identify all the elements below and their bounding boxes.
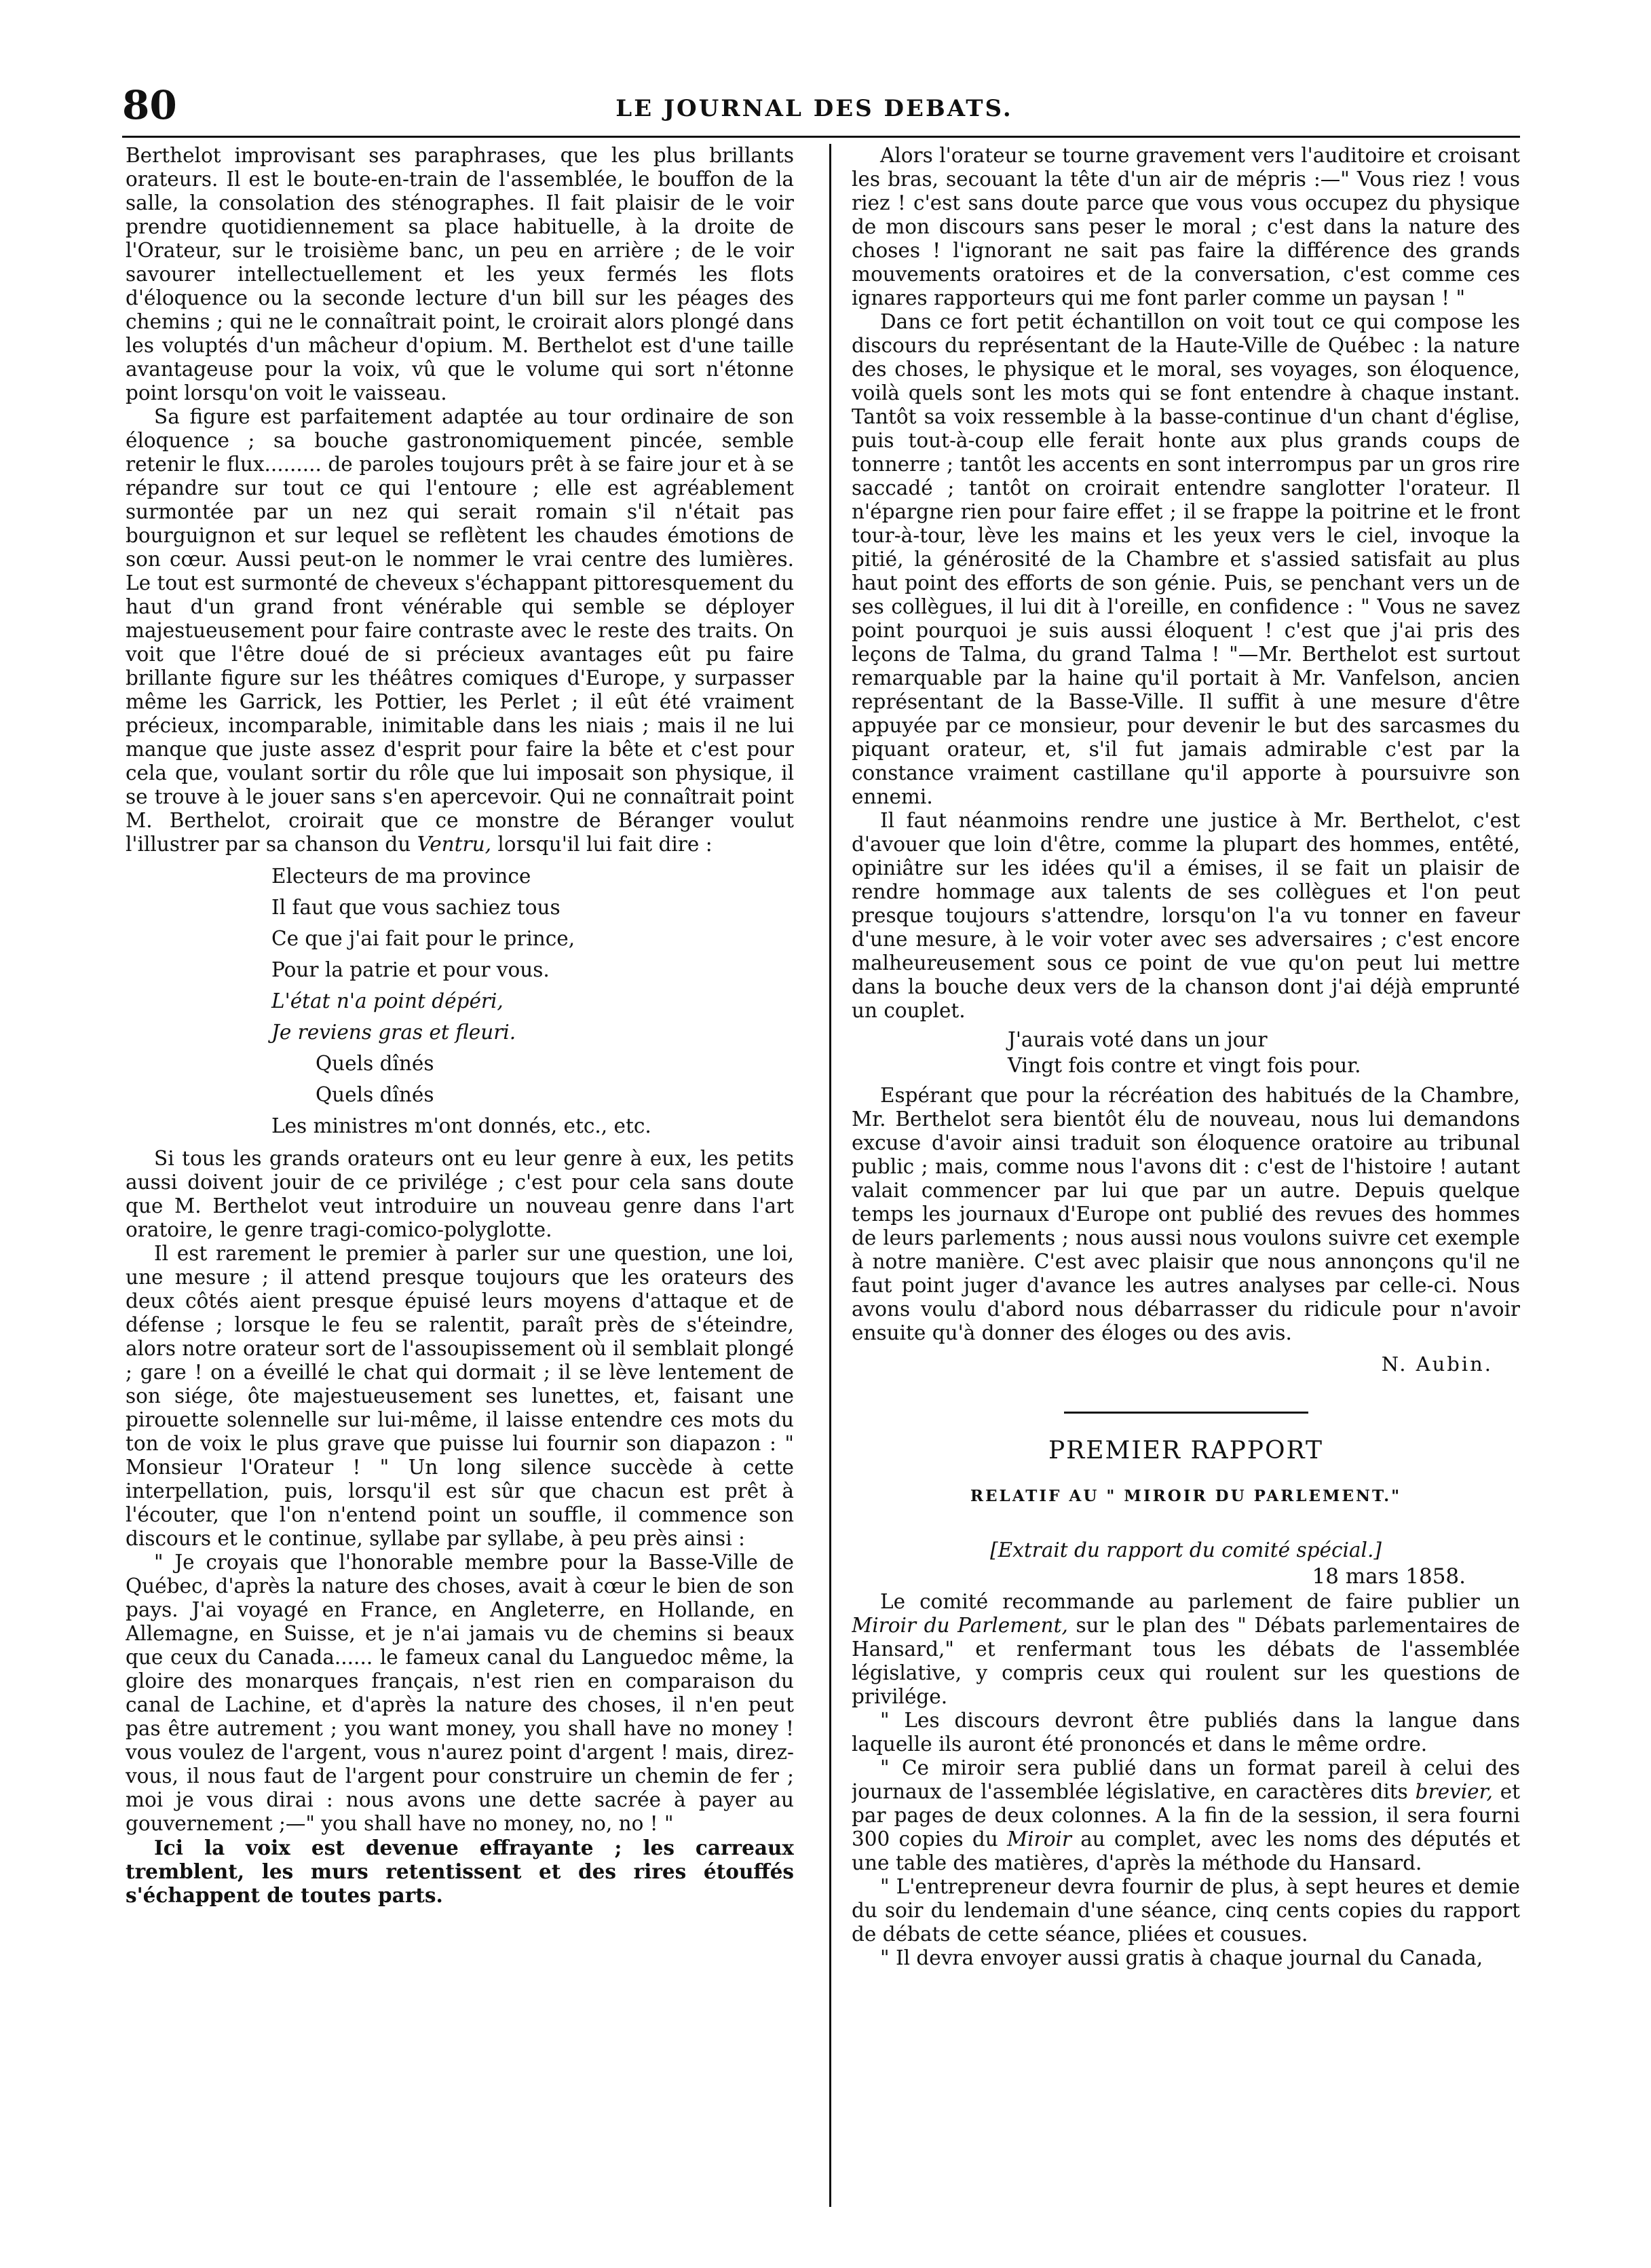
paragraph bbox=[852, 1590, 1520, 1709]
page-number: 80 bbox=[122, 82, 177, 128]
paragraph: Espérant que pour la récréation des habitués de la Chambre, Mr. Berthelot sera bientôt élu de nouveau, nous lui demandons excuse d'avoir ainsi traduit son éloquence oratoire au tribunal public ; mais, comme nous l'avons dit : c'est de l'histoire ! autant valait commencer par lui que par un autre. Depuis quelque temps les journaux d'Europe ont publié des revues des hommes de leurs parlements ; nous aussi nous voulons suivre cet exemple à notre manière. C'est avec plaisir que nous annonçons qu'il ne faut point juger d'avance les autres analyses par celle-ci. Nous avons voulu d'abord nous débarrasser du ridicule pour n'avoir ensuite qu'à donner des éloges ou des avis. bbox=[852, 1084, 1520, 1344]
extract-note: [Extrait du rapport du comité spécial.] bbox=[990, 1538, 1382, 1562]
paragraph-text: " Ce miroir sera publié dans un format pareil à celui des journaux de l'assemblée législative, en caractères dits bbox=[852, 1756, 1520, 1803]
verse-line: Pour la patrie et pour vous. bbox=[271, 958, 550, 981]
verse-line: Ce que j'ai fait pour le prince, bbox=[271, 927, 575, 950]
paragraph-text: Sa figure est parfaitement adaptée au tour ordinaire de son éloquence ; sa bouche gastronomiquement pincée, semble retenir le flux......... de paroles toujours prêt à se faire jour et à se répandre sur tout ce qui l'entoure ; elle est agréablement surmontée par un nez qui serait romain s'il n'était pas bourguignon et sur lequel se reflètent les chaudes émotions de son cœur. Aussi peut-on le nommer le vrai centre des lumières. Le tout est surmonté de cheveux s'échappant pittoresquement du haut d'un grand front vénérable qui semble se déployer majestueusement pour faire contraste avec le reste des traits. On voit que l'être doué de si précieux avantages eût pu faire brillante figure sur les théâtres comiques d'Europe, y surpasser même les Garrick, les Pottier, les Perlet ; il eût été vraiment précieux, incomparable, inimitable dans les niais ; mais il ne lui manque que juste assez d'esprit pour faire la bête et c'est pour cela que, voulant sortir du rôle que lui imposait son physique, il se trouve à le jouer sans s'en apercevoir. Qui ne connaîtrait point M. Berthelot, croirait que ce monstre de Béranger voulut l'illustrer par sa chanson du bbox=[126, 405, 794, 856]
section-title: PREMIER RAPPORT bbox=[1048, 1437, 1324, 1464]
paragraph: " Je croyais que l'honorable membre pour la Basse-Ville de Québec, d'après la nature des choses, avait à cœur le bien de son pays. J'ai voyagé en France, en Angleterre, en Hollande, en Allemagne, en Suisse, et je n'ai jamais vu de chemins si beaux que ceux du Canada...... le fameux canal du Languedoc même, la gloire des monarques français, n'est rien en comparaison du canal de Lachine, et d'après la nature des choses, il n'en peut pas être autrement ; you want money, you shall have no money ! vous voulez de l'argent, vous n'aurez point d'argent ! mais, direz-vous, il nous faut de l'argent pour construire un chemin de fer ; moi je vous dirai : nous avons une dette sacrée à payer au gouvernement ;—" you shall have no money, no, no ! " bbox=[126, 1551, 794, 1835]
header-rule bbox=[122, 136, 1520, 138]
section-rule bbox=[1064, 1412, 1308, 1414]
verse-line: Je reviens gras et fleuri. bbox=[271, 1021, 516, 1044]
paragraph-text: et par pages de deux colonnes. A la fin de la session, il sera fourni 300 copies du bbox=[852, 1780, 1520, 1851]
paragraph bbox=[852, 1756, 1520, 1875]
paragraph: Berthelot improvisant ses paraphrases, que les plus brillants orateurs. Il est le boute-en-train de l'assemblée, le bouffon de la salle, la consolation des sténographes. Il fait plaisir de le voir prendre quotidiennement sa place habituelle, à la droite de l'Orateur, sur le troisième banc, un peu en arrière ; de le voir savourer intellectuellement et les yeux fermés les flots d'éloquence ou la seconde lecture d'un bill sur les péages des chemins ; qui ne le connaîtrait point, le croirait alors plongé dans les voluptés d'un mâcheur d'opium. M. Berthelot est d'une taille avantageuse pour la voix, vû que le volume qui sort n'étonne point lorsqu'on voit le vaisseau. bbox=[126, 144, 794, 404]
paragraph bbox=[126, 405, 794, 856]
verse-line: J'aurais voté dans un jour bbox=[1008, 1028, 1268, 1051]
paragraph: Si tous les grands orateurs ont eu leur genre à eux, les petits aussi doivent jouir de ce privilége ; c'est pour cela sans doute que M. Berthelot veut introduire un nouveau genre dans l'art oratoire, le genre tragi-comico-polyglotte. bbox=[126, 1147, 794, 1241]
paragraph: " L'entrepreneur devra fournir de plus, à sept heures et demie du soir du lendemain d'une séance, cinq cents copies du rapport de débats de cette séance, pliées et cousues. bbox=[852, 1875, 1520, 1946]
verse-line: Vingt fois contre et vingt fois pour. bbox=[1008, 1054, 1361, 1077]
verse-line: Il faut que vous sachiez tous bbox=[271, 896, 561, 919]
section-subtitle: RELATIF AU " MIROIR DU PARLEMENT." bbox=[970, 1487, 1402, 1505]
paragraph: Il est rarement le premier à parler sur une question, une loi, une mesure ; il attend presque toujours que les orateurs des deux côtés aient presque épuisé leurs moyens d'attaque et de défense ; lorsque le feu se ralentit, paraît près de s'éteindre, alors notre orateur sort de l'assoupissement où il semblait plongé ; gare ! on a éveillé le chat qui dormait ; il se lève lentement de son siége, ôte majestueusement ses lunettes, et, faisant une pirouette solennelle sur lui-même, il laisse entendre ces mots du ton de voix le plus grave que puisse lui fournir son diapazon : " Monsieur l'Orateur ! " Un long silence succède à cette interpellation, puis, lorsqu'il est sûr que chacun est prêt à l'écouter, que l'on n'entend point un souffle, il commence son discours et le continue, syllabe par syllabe, à peu près ainsi : bbox=[126, 1242, 794, 1550]
paragraph-text: sur le plan des " Débats parlementaires de Hansard," et renfermant tous les débats de l'assemblée législative, y compris ceux qui roulent sur les questions de privilége. bbox=[852, 1614, 1520, 1708]
paragraph: " Il devra envoyer aussi gratis à chaque journal du Canada, bbox=[880, 1946, 1483, 1969]
paragraph: Il faut néanmoins rendre une justice à Mr. Berthelot, c'est d'avouer que loin d'être, comme la plupart des hommes, entêté, opiniâtre sur les idées qu'il a émises, il se fait un plaisir de rendre hommage aux talents de ses collègues et l'on peut presque toujours s'attendre, lorsqu'on l'a vu tonner en faveur d'une mesure, à le voir voter avec ses adversaires ; c'est encore malheureusement sous ce point de vue qu'on peut lui mettre dans la bouche deux vers de la chanson dont j'ai déjà emprunté un couplet. bbox=[852, 809, 1520, 1022]
typeface-name: brevier, bbox=[1415, 1780, 1493, 1803]
verse-line: L'état n'a point dépéri, bbox=[271, 989, 504, 1013]
left-column bbox=[126, 144, 794, 2207]
song-verse bbox=[126, 861, 794, 1141]
song-title: Ventru, bbox=[417, 833, 491, 856]
paragraph: Dans ce fort petit échantillon on voit tout ce qui compose les discours du représentant de la Haute-Ville de Québec : la nature des choses, le physique et le moral, ses voyages, son éloquence, voilà quels sont les mots qui se font entendre à chaque instant. Tantôt sa voix ressemble à la basse-continue d'un chant d'église, puis tout-à-coup elle ferait honte aux plus grands coups de tonnerre ; tantôt les accents en sont interrompus par un gros rire saccadé ; tantôt on croirait entendre sanglotter l'orateur. Il n'épargne rien pour faire effet ; il se frappe la poitrine et le front tour-à-tour, lève les mains et les yeux vers le ciel, invoque la pitié, la générosité de la Chambre et s'assied satisfait au plus haut point des efforts de son génie. Puis, se penchant vers un de ses collègues, il lui dit à l'oreille, en confidence : " Vous ne savez point pourquoi je suis aussi éloquent ! c'est que j'ai pris des leçons de Talma, du grand Talma ! "—Mr. Berthelot est surtout remarquable par la haine qu'il portait à Mr. Vanfelson, ancien représentant de la Basse-Ville. Il suffit à une mesure d'être appuyée par ce monsieur, pour devenir le but des sarcasmes du piquant orateur, et, s'il fut jamais admirable c'est par la constance vraiment castillane qu'il apporte à poursuivre son ennemi. bbox=[852, 310, 1520, 808]
paragraph: " Les discours devront être publiés dans la langue dans laquelle ils auront été prononcés et dans le même ordre. bbox=[852, 1709, 1520, 1756]
running-head: LE JOURNAL DES DEBATS. bbox=[615, 95, 1013, 122]
verse-line: Quels dînés bbox=[316, 1083, 434, 1106]
paragraph: Ici la voix est devenue effrayante ; les carreaux tremblent, les murs retentissent et des rires étouffés s'échappent de toutes parts. bbox=[126, 1836, 794, 1907]
page-header bbox=[122, 81, 1506, 129]
verse-line: Quels dînés bbox=[316, 1052, 434, 1075]
publication-title: Miroir du Parlement, bbox=[852, 1614, 1068, 1637]
song-verse bbox=[852, 1027, 1520, 1078]
column-divider bbox=[829, 144, 831, 2207]
verse-line: Electeurs de ma province bbox=[271, 865, 531, 888]
paragraph-text: au complet, avec les noms des députés et une table des matières, d'après la méthode du Hansard. bbox=[852, 1828, 1520, 1874]
author-signature: N. Aubin. bbox=[1381, 1353, 1493, 1376]
paragraph-text: Le comité recommande au parlement de faire publier un bbox=[880, 1590, 1520, 1613]
report-date: 18 mars 1858. bbox=[1312, 1564, 1466, 1589]
right-column bbox=[852, 144, 1520, 2207]
verse-line: Les ministres m'ont donnés, etc., etc. bbox=[271, 1114, 651, 1137]
paragraph-text: lorsqu'il lui fait dire : bbox=[497, 833, 713, 856]
publication-title: Miroir bbox=[1006, 1828, 1071, 1851]
paragraph: Alors l'orateur se tourne gravement vers l'auditoire et croisant les bras, secouant la tête d'un air de mépris :—" Vous riez ! vous riez ! c'est sans doute parce que vous vous occupez du physique de mon discours sans peser le moral ; c'est dans la nature des choses ! l'ignorant ne sait pas faire la différence des grands mouvements oratoires et de la conversation, c'est comme ces ignares rapporteurs qui me font parler comme un paysan ! " bbox=[852, 144, 1520, 309]
